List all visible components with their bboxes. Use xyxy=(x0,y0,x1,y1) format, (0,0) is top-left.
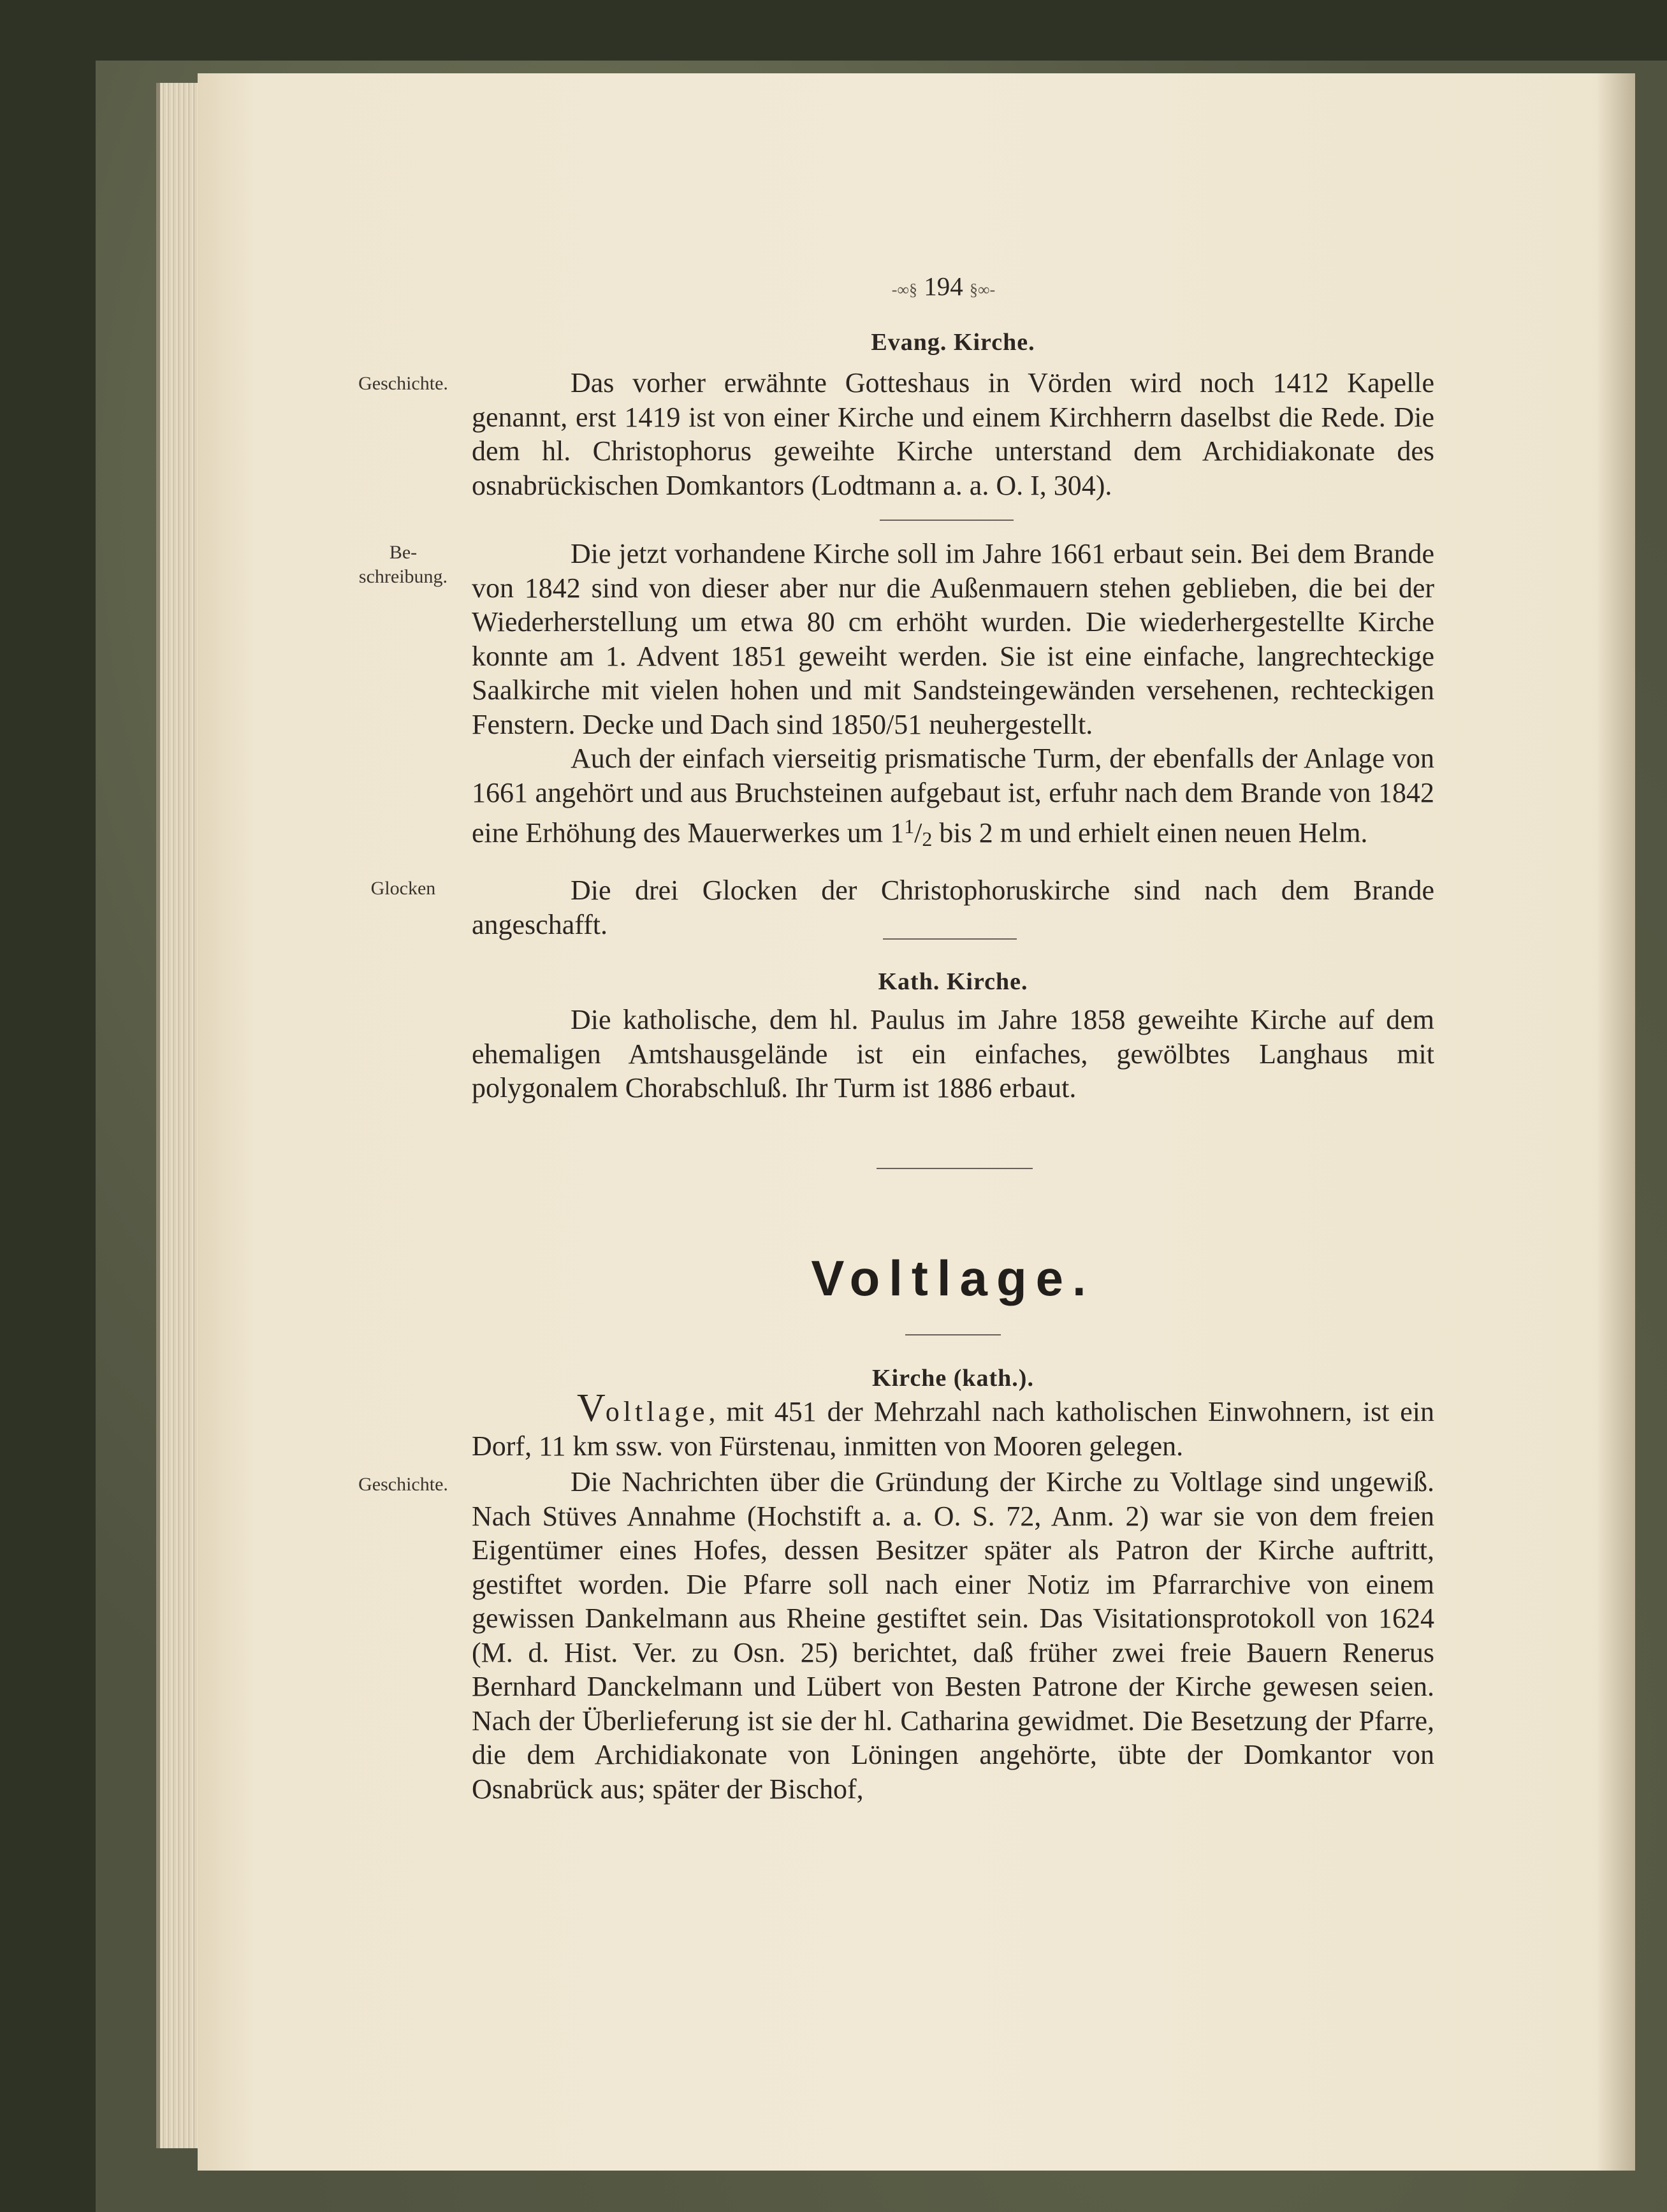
initial-letter: V xyxy=(577,1386,606,1430)
section-divider xyxy=(877,1168,1033,1169)
ornament-left-icon: -∞§ xyxy=(891,280,917,299)
intro-spaced-word: oltlage xyxy=(605,1396,709,1427)
heading-evang-kirche: Evang. Kirche. xyxy=(871,329,1035,356)
fraction-denominator: 2 xyxy=(922,827,933,850)
margin-note-beschreibung-line1: Be- xyxy=(389,542,418,563)
paragraph-kath-kirche: Die katholische, dem hl. Paulus im Jahre 1858 geweihte Kirche auf dem ehemaligen Amtshausgelände ist ein einfaches, gewölbtes Langhaus mit polygonalem Chorabschluß. Ihr Turm ist 1886 erbaut. xyxy=(472,1004,1434,1103)
turm-text-b: bis 2 m und erhielt einen neuen Helm. xyxy=(932,817,1368,848)
heading-kath-kirche: Kath. Kirche. xyxy=(878,968,1028,995)
paragraph-evang-turm: Auch der einfach vierseitig prismatische Turm, der ebenfalls der Anlage von 1661 angehört und aus Bruchsteinen aufgebaut ist, erfuhr nach dem Brande von 1842 eine Erhöhung des Mauerwerkes um $1^1/2$ bis 2 m und erhielt einen neuen Helm. xyxy=(472,743,1434,850)
paragraph-evang-glocken: Die drei Glocken der Christophoruskirche sind nach dem Brande angeschafft. xyxy=(472,875,1434,940)
gutter-shadow xyxy=(1597,73,1635,2171)
turm-text-a: Auch der einfach vierseitig prismatische Turm, der ebenfalls der Anlage von 1661 angehört und aus Bruchsteinen aufgebaut ist, erfuhr nach dem Brande von 1842 eine Erhöhung des Mauerwerkes um 1 xyxy=(472,743,1434,848)
paragraph-evang-beschreibung: Die jetzt vorhandene Kirche soll im Jahre 1661 erbaut sein. Bei dem Brande von 1842 sind von dieser aber nur die Außenmauern stehen geblieben, die bei der Wiederherstellung um etwa 80 cm erhöht wurden. Die wiederhergestellte Kirche konnte am 1. Advent 1851 geweiht werden. Sie ist eine einfache, langrechteckige Saalkirche mit vielen hohen und mit Sandsteingewänden versehenen, rechteckigen Fenstern. Decke und Dach sind 1850/51 neuhergestellt. xyxy=(472,538,1434,740)
margin-note-beschreibung-line2: schreibung. xyxy=(358,566,448,587)
fraction-numerator: 1 xyxy=(904,815,915,838)
intro-text: , mit 451 der Mehrzahl nach katholischen Einwohnern, ist ein Dorf, 11 km ssw. von Fürstenau, inmitten von Mooren gelegen. xyxy=(472,1396,1434,1462)
title-underline xyxy=(905,1334,1001,1335)
paragraph-voltlage-geschichte: Die Nachrichten über die Gründung der Kirche zu Voltlage sind ungewiß. Nach Stüves Annahme (Hochstift a. a. O. S. 72, Anm. 2) war sie von dem freien Eigentümer eines Hofes, dessen Besitzer später als Patron der Kirche auftritt, gestiftet worden. Die Pfarre soll nach einer Notiz im Pfarrarchive von einem gewissen Dankelmann aus Rheine gestiftet sein. Das Visitationsprotokoll von 1624 (M. d. Hist. Ver. zu Osn. 25) berichtet, daß früher zwei freie Bauern Renerus Bernhard Danckelmann und Lübert von Besten Patrone der Kirche gewesen seien. Nach der Überlieferung ist sie der hl. Catharina gewidmet. Die Besetzung der Pfarre, die dem Archidiakonate von Löningen angehörte, übte der Domkantor von Osnabrück aus; später der Bischof, xyxy=(472,1466,1434,1805)
margin-note-glocken: Glocken xyxy=(370,878,436,899)
ornament-right-icon: §∞- xyxy=(970,280,996,299)
place-title-voltlage: Voltlage. xyxy=(811,1250,1095,1306)
paragraph-evang-geschichte: Das vorher erwähnte Gotteshaus in Vörden wird noch 1412 Kapelle genannt, erst 1419 ist von einer Kirche und einem Kirchherrn daselbst die Rede. Die dem hl. Christophorus geweihte Kirche unterstand dem Archidiakonate des osnabrückischen Domkantors (Lodtmann a. a. O. I, 304). xyxy=(472,367,1434,501)
heading-kirche-kath: Kirche (kath.). xyxy=(872,1365,1034,1392)
section-divider xyxy=(883,938,1017,940)
paragraph-voltlage-intro xyxy=(472,1386,1434,1463)
margin-note-geschichte: Geschichte. xyxy=(358,373,448,394)
margin-note-beschreibung xyxy=(335,541,472,589)
page-number-text: 194 xyxy=(924,272,963,301)
page-number xyxy=(841,271,1045,309)
section-divider xyxy=(880,520,1014,521)
margin-note-voltlage-geschichte: Geschichte. xyxy=(358,1474,448,1495)
